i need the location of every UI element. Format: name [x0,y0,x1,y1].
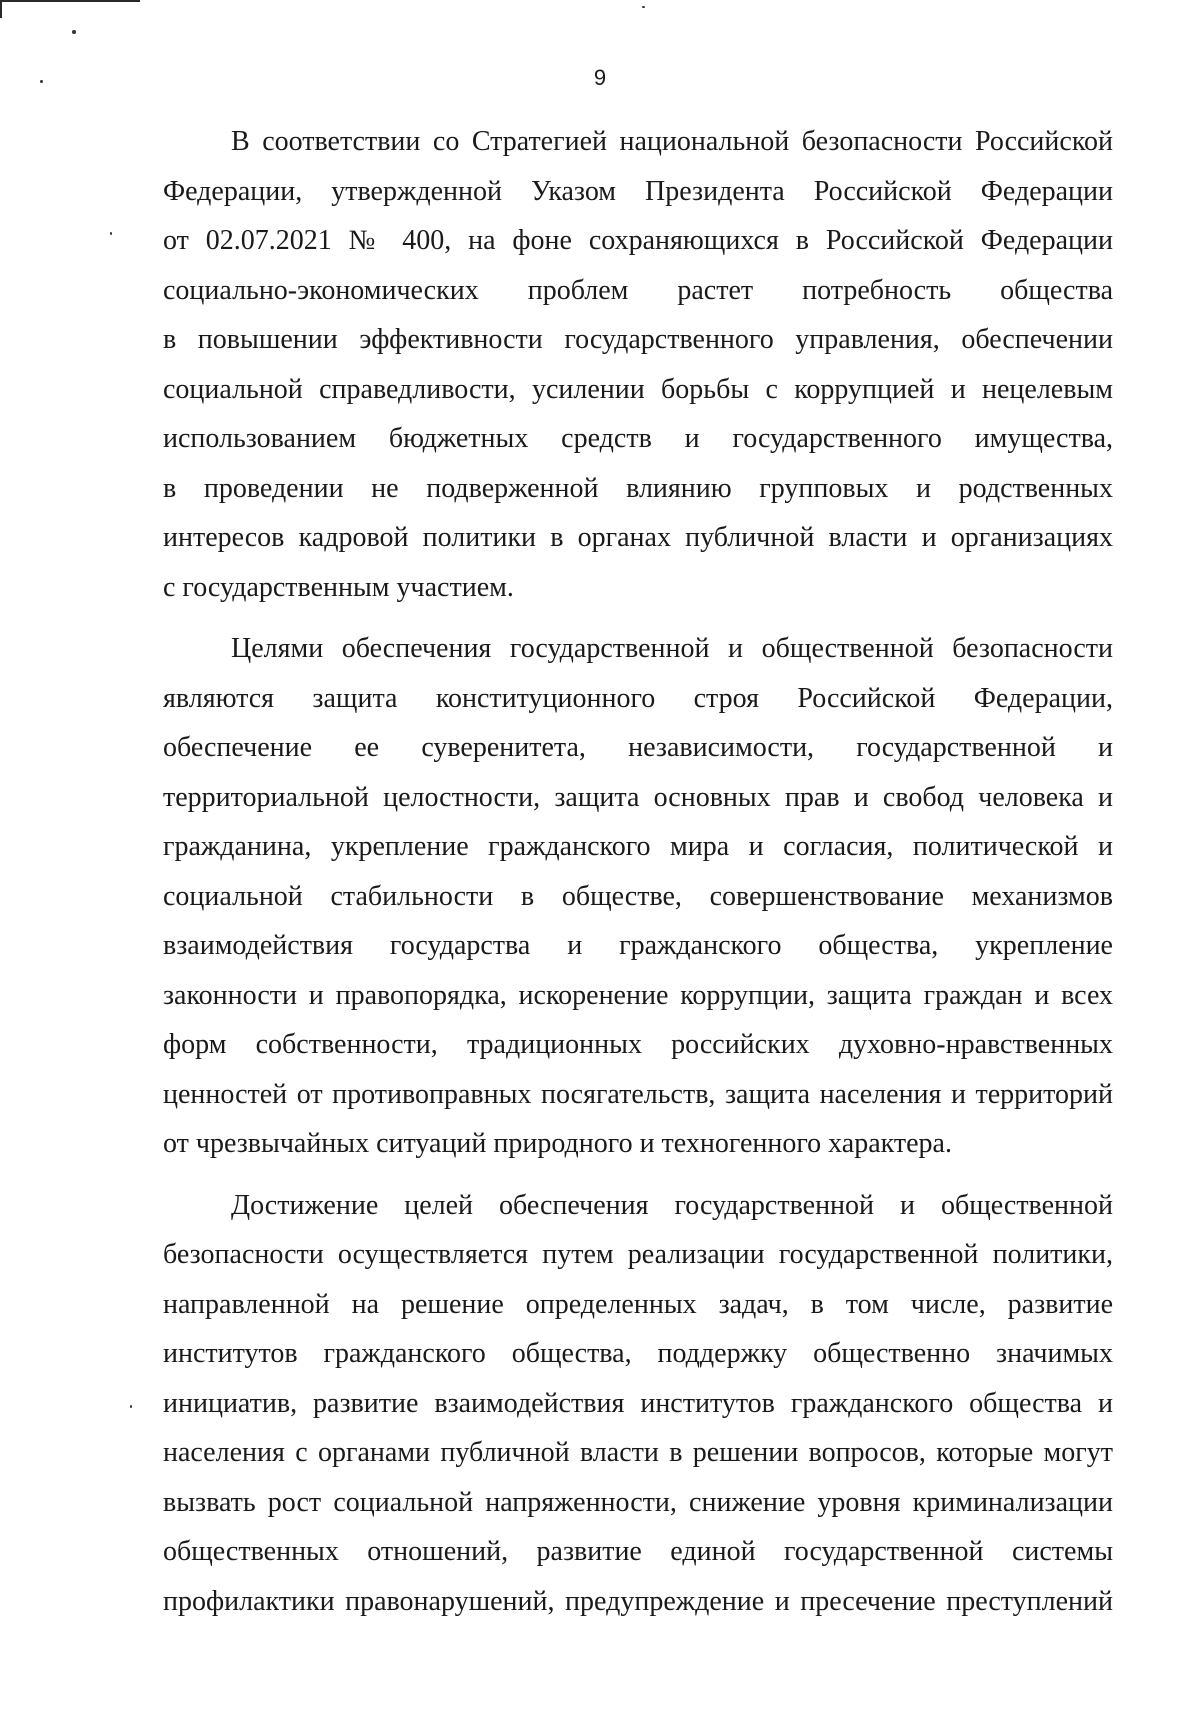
text-line: населения с органами публичной власти в решении вопросов, которые могут [163,1437,1113,1468]
paragraph [163,1181,1113,1627]
text-line: законности и правопорядка, искоренение коррупции, защита граждан и всех [163,979,1113,1011]
text-line: форм собственности, традиционных российских духовно-нравственных [163,1029,1113,1060]
text-line: Достижение целей обеспечения государственной и общественной [231,1189,1113,1221]
text-line: профилактики правонарушений, предупреждение и пресечение преступлений [163,1585,1113,1617]
text-line: от чрезвычайных ситуаций природного и техногенного характера. [163,1128,952,1159]
text-line: В соответствии со Стратегией национальной безопасности Российской [231,126,1113,157]
text-line: использованием бюджетных средств и государственного имущества, [163,423,1113,454]
text-line: гражданина, укрепление гражданского мира и согласия, политической и [163,831,1113,862]
text-line: социальной справедливости, усилении борьбы с коррупцией и нецелевым [163,373,1113,405]
text-line: территориальной целостности, защита основных прав и свобод человека и [163,781,1113,813]
document-body [163,117,1113,1626]
text-line: вызвать рост социальной напряженности, снижение уровня криминализации [163,1486,1113,1518]
text-line: обеспечение ее суверенитета, независимости, государственной и [163,732,1113,763]
text-line: с государственным участием. [163,571,514,603]
text-line: инициатив, развитие взаимодействия институтов гражданского общества и [163,1387,1113,1419]
text-line: общественных отношений, развитие единой государственной системы [163,1536,1113,1567]
paragraph [163,624,1113,1169]
text-line: от 02.07.2021 № 400, на фоне сохраняющихся в Российской Федерации [163,225,1113,256]
text-line: взаимодействия государства и гражданского общества, укрепление [163,930,1113,961]
page-number: 9 [593,65,607,90]
text-line: безопасности осуществляется путем реализации государственной политики, [163,1239,1113,1270]
paragraph [163,117,1113,612]
text-line: ценностей от противоправных посягательств, защита населения и территорий [163,1078,1113,1110]
scan-speck [72,30,76,34]
text-line: в повышении эффективности государственного управления, обеспечении [163,324,1113,355]
scan-edge-mark [0,0,140,2]
text-line: Федерации, утвержденной Указом Президента Российской Федерации [163,175,1113,207]
text-line: социальной стабильности в обществе, совершенствование механизмов [163,880,1113,912]
text-line: являются защита конституционного строя Российской Федерации, [163,682,1113,714]
scan-speck [110,232,112,235]
scan-speck [642,6,645,8]
scan-speck [130,1405,132,1408]
text-line: институтов гражданского общества, поддержку общественно значимых [163,1338,1113,1369]
text-line: направленной на решение определенных задач, в том числе, развитие [163,1288,1113,1320]
scan-edge-mark [0,0,2,18]
text-line: Целями обеспечения государственной и общественной безопасности [231,633,1113,664]
text-line: в проведении не подверженной влиянию групповых и родственных [163,472,1113,504]
text-line: социально-экономических проблем растет потребность общества [163,274,1113,306]
text-line: интересов кадровой политики в органах публичной власти и организациях [163,522,1113,553]
